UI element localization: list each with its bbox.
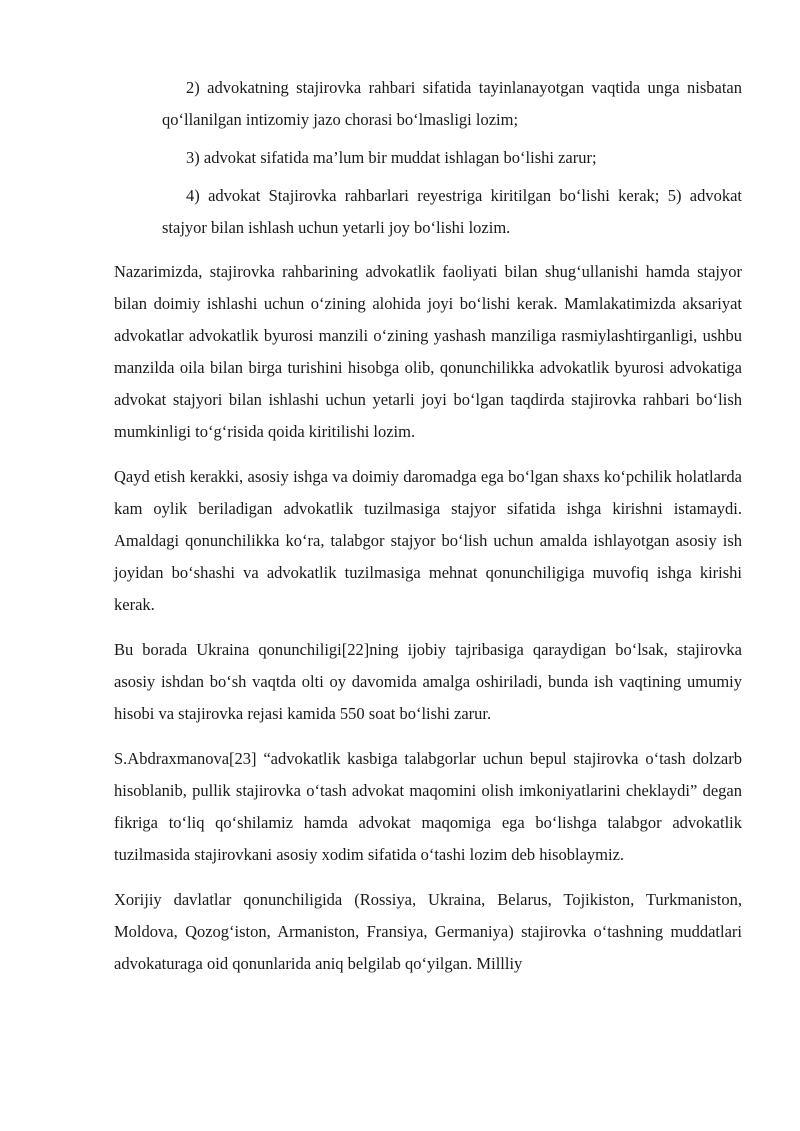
paragraph: Qayd etish kerakki, asosiy ishga va doimiy daromadga ega bo‘lgan shaxs ko‘pchilik holatlarda kam oylik beriladigan advokatlik tuzilmasiga stajyor sifatida ishga kirishni istamaydi. Amaldagi qonunchilikka ko‘ra, talabgor stajyor bo‘lish uchun amalda ishlayotgan asosiy ish joyidan bo‘shashi va advokatlik tuzilmasiga mehnat qonunchiligiga muvofiq ishga kirishi kerak. (114, 467, 742, 614)
document-body (114, 256, 742, 993)
requirements-list (162, 72, 742, 250)
list-item: 3) advokat sifatida ma’lum bir muddat ishlagan bo‘lishi zarur; (186, 148, 597, 167)
paragraph: S.Abdraxmanova[23] “advokatlik kasbiga talabgorlar uchun bepul stajirovka o‘tash dolzarb hisoblanib, pullik stajirovka o‘tash advokat maqomini olish imkoniyatlarini cheklaydi” degan fikriga to‘liq qo‘shilamiz hamda advokat maqomiga ega bo‘lishga talabgor advokatlik tuzilmasida stajirovkani asosiy xodim sifatida o‘tashi lozim deb hisoblaymiz. (114, 749, 742, 864)
paragraph: Nazarimizda, stajirovka rahbarining advokatlik faoliyati bilan shug‘ullanishi hamda stajyor bilan doimiy ishlashi uchun o‘zining alohida joyi bo‘lishi kerak. Mamlakatimizda aksariyat advokatlar advokatlik byurosi manzili o‘zining yashash manziliga rasmiylashtirganligi, ushbu manzilda oila bilan birga turishini hisobga olib, qonunchilikka advokatlik byurosi advokatiga advokat stajyori bilan ishlashi uchun yetarli joyi bo‘lgan taqdirda stajirovka rahbari bo‘lish mumkinligi to‘g‘risida qoida kiritilishi lozim. (114, 262, 742, 441)
list-item: 2) advokatning stajirovka rahbari sifatida tayinlanayotgan vaqtida unga nisbatan qo‘llanilgan intizomiy jazo chorasi bo‘lmasligi lozim; (162, 78, 742, 129)
paragraph: Xorijiy davlatlar qonunchiligida (Rossiya, Ukraina, Belarus, Tojikiston, Turkmaniston, Moldova, Qozog‘iston, Armaniston, Fransiya, Germaniya) stajirovka o‘tashning muddatlari advokaturaga oid qonunlarida aniq belgilab qo‘yilgan. Millliy (114, 890, 742, 973)
list-item: 4) advokat Stajirovka rahbarlari reyestriga kiritilgan bo‘lishi kerak; 5) advokat stajyor bilan ishlash uchun yetarli joy bo‘lishi lozim. (162, 186, 742, 237)
paragraph: Bu borada Ukraina qonunchiligi[22]ning ijobiy tajribasiga qaraydigan bo‘lsak, stajirovka asosiy ishdan bo‘sh vaqtda olti oy davomida amalga oshiriladi, bunda ish vaqtining umumiy hisobi va stajirovka rejasi kamida 550 soat bo‘lishi zarur. (114, 640, 742, 723)
